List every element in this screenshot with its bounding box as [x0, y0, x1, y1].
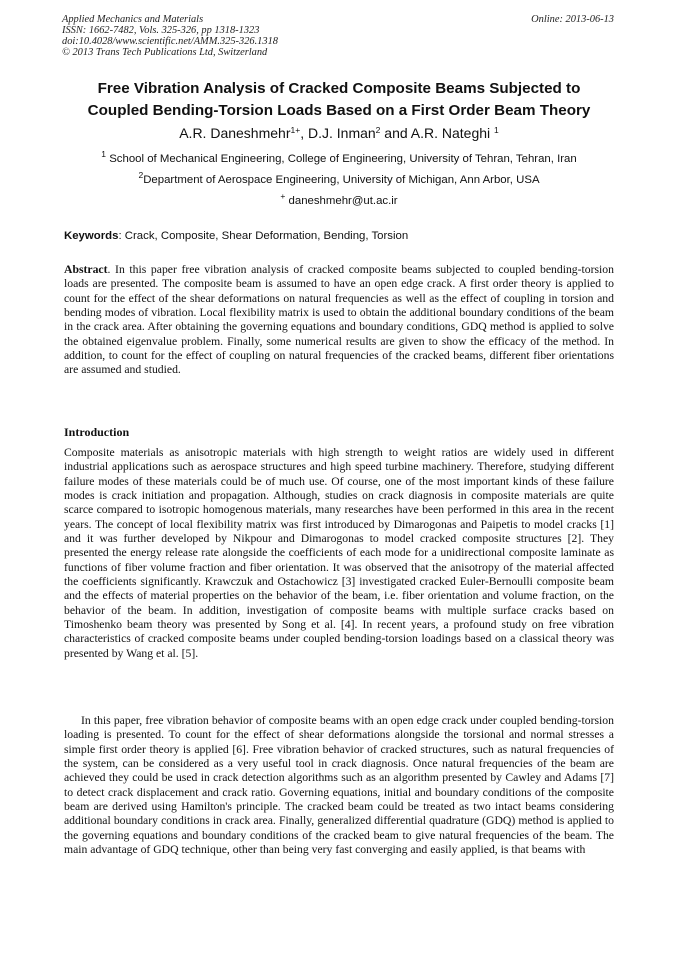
keywords-label: Keywords [64, 230, 119, 242]
author-list [40, 124, 638, 142]
issn-line: ISSN: 1662-7482, Vols. 325-326, pp 1318-1323 [62, 25, 260, 36]
author-3: and A.R. Nateghi [380, 125, 491, 141]
paper-title [40, 78, 638, 122]
affiliation-1-text: School of Mechanical Engineering, College of Engineering, University of Tehran, Tehran, Iran [106, 153, 577, 165]
copyright-line: © 2013 Trans Tech Publications Ltd, Switzerland [62, 47, 268, 58]
affiliation-1 [40, 149, 638, 166]
author-1-mark: 1+ [290, 125, 301, 135]
keywords [64, 229, 616, 243]
email-mark: + [280, 191, 286, 201]
doi-line: doi:10.4028/www.scientific.net/AMM.325-326.1318 [62, 36, 278, 47]
journal-name: Applied Mechanics and Materials [62, 14, 204, 25]
email-text: daneshmehr@ut.ac.ir [285, 195, 398, 207]
author-3-mark: 1 [494, 125, 499, 135]
introduction-paragraph-1: Composite materials as anisotropic materials with high strength to weight ratios are widely used in different industrial applications such as aerospace structures and high speed turbine machinery. Therefore, studying different failure modes of these materials could be of much use. Of course, one of the most important kinds of these failure modes is crack initiation and propagation. Although, studies on crack diagnosis in composite materials are quite scarce compared to isotropic homogenous materials, many researches have been performed in this area in the recent years. The concept of local flexibility matrix was first introduced by Dimarogonas and Paipetis to model cracks [1] and it was further developed by Nikpour and Dimarogonas to model cracked composite structures [2]. They presented the energy release rate alongside the coefficients of each mode for a unidirectional composite laminate as functions of fiber volume fraction and fiber orientation. It was observed that the anisotropy of the material affected the coefficients significantly. Krawczuk and Ostachowicz [3] investigated cracked Euler-Bernoulli composite beam and the effects of material properties on the behavior of the beam, i.e. fiber orientation and volume fraction, on the behavior of the beam. In addition, investigation of composite beams with multiple surface cracks based on Timoshenko beam theory was presented by Song et al. [4]. In recent years, a profound study on free vibration characteristics of cracked composite beams under coupled bending-torsion loadings based on a classical theory was presented by Wang et al. [5]. [64, 446, 614, 660]
title-line-1: Free Vibration Analysis of Cracked Composite Beams Subjected to [97, 80, 581, 97]
journal-header [62, 14, 614, 58]
affiliation-2-text: Department of Aerospace Engineering, University of Michigan, Ann Arbor, USA [143, 174, 540, 186]
corresponding-email [40, 191, 638, 208]
online-date: Online: 2013-06-13 [531, 14, 614, 25]
abstract-label: Abstract [64, 263, 108, 276]
affiliation-1-mark: 1 [101, 149, 107, 159]
author-1: A.R. Daneshmehr [179, 125, 291, 141]
introduction-paragraph-2: In this paper, free vibration behavior of composite beams with an open edge crack under coupled bending-torsion loading is presented. To count for the effect of shear deformations alongside the torsional and normal stresses a simple first order theory is applied [6]. Free vibration behavior of cracked structures, such as natural frequencies of the system, can be considered as a very useful tool in crack diagnosis. Once natural frequencies of the beam are achieved they could be used in crack detection algorithms such as an algorithm presented by Cawley and Adams [7] to detect crack displacement and crack ratio. Governing equations, initial and boundary conditions of the composite beam are derived using Hamilton's principle. The cracked beam could be treated as two intact beams considering additional boundary conditions in crack area. Finally, generalized differential quadrature (GDQ) method is applied to the governing equations and boundary conditions of the cracked beam to give natural frequencies of the beam. The main advantage of GDQ technique, other than being very fast converging and easily applied, is that beams with [64, 714, 614, 857]
title-line-2: Coupled Bending-Torsion Loads Based on a First Order Beam Theory [87, 102, 591, 119]
abstract [64, 263, 614, 378]
author-2: , D.J. Inman [300, 125, 376, 141]
author-2-mark: 2 [375, 125, 381, 135]
abstract-text: . In this paper free vibration analysis of cracked composite beams subjected to coupled bending-torsion loads are presented. The composite beam is assumed to have an open edge crack. A first order theory is applied to count for the effect of the shear deformations on natural frequencies as well as the effect of coupling in torsion and bending modes of vibration. Local flexibility matrix is used to obtain the additional boundary conditions of the beam in the crack area. After obtaining the governing equations and boundary conditions, GDQ method is applied to solve the obtained eigenvalue problem. Finally, some numerical results are given to show the efficacy of the method. In addition, to count for the effect of coupling on natural frequencies of the cracked beams, different fiber orientations are assumed and studied. [64, 263, 614, 377]
affiliation-2 [40, 170, 638, 187]
affiliation-2-mark: 2 [138, 170, 144, 180]
section-heading-introduction: Introduction [64, 425, 130, 439]
keywords-text: : Crack, Composite, Shear Deformation, Bending, Torsion [118, 230, 409, 242]
